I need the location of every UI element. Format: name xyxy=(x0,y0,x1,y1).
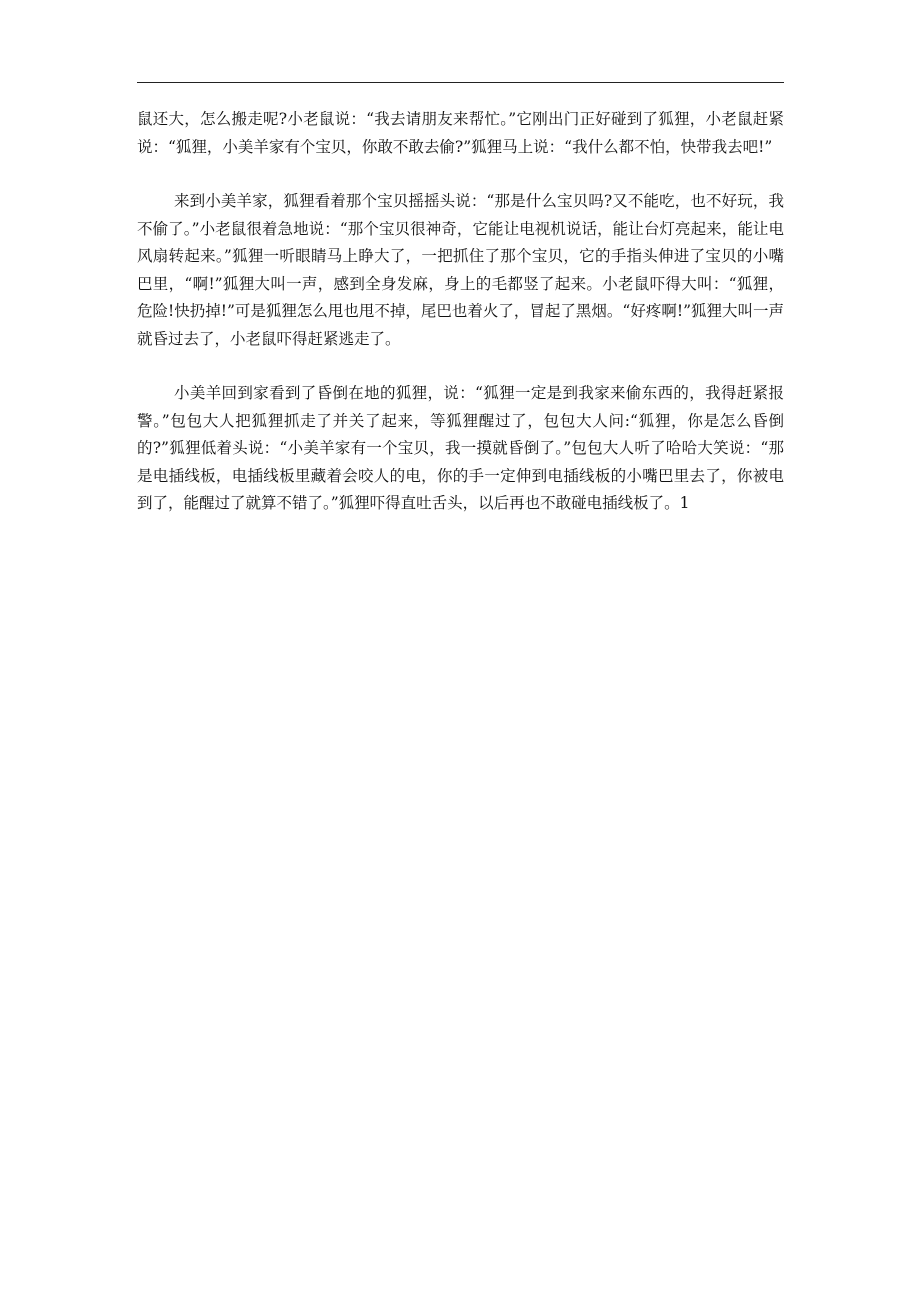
paragraph-2: 来到小美羊家，狐狸看着那个宝贝摇摇头说：“那是什么宝贝吗?又不能吃，也不好玩，我不偷了。”小老鼠很着急地说：“那个宝贝很神奇，它能让电视机说话，能让台灯亮起来，能让电风扇转起来。”狐狸一听眼睛马上睁大了，一把抓住了那个宝贝，它的手指头伸进了宝贝的小嘴巴里，“啊!”狐狸大叫一声，感到全身发麻，身上的毛都竖了起来。小老鼠吓得大叫：“狐狸，危险!快扔掉!”可是狐狸怎么甩也甩不掉，尾巴也着火了，冒起了黑烟。“好疼啊!”狐狸大叫一声就昏过去了，小老鼠吓得赶紧逃走了。 xyxy=(137,192,784,348)
paragraph-1: 鼠还大，怎么搬走呢?小老鼠说：“我去请朋友来帮忙。”它刚出门正好碰到了狐狸，小老鼠赶紧说：“狐狸，小美羊家有个宝贝，你敢不敢去偷?”狐狸马上说：“我什么都不怕，快带我去吧!” xyxy=(137,110,784,156)
paragraph-3: 小美羊回到家看到了昏倒在地的狐狸，说：“狐狸一定是到我家来偷东西的，我得赶紧报警。”包包大人把狐狸抓走了并关了起来，等狐狸醒过了，包包大人问:“狐狸，你是怎么昏倒的?”狐狸低着头说：“小美羊家有一个宝贝，我一摸就昏倒了。”包包大人听了哈哈大笑说：“那是电插线板，电插线板里藏着会咬人的电，你的手一定伸到电插线板的小嘴巴里去了，你被电到了，能醒过了就算不错了。”狐狸吓得直吐舌头，以后再也不敢碰电插线板了。1 xyxy=(137,384,784,512)
header-rule xyxy=(137,82,784,83)
document-body xyxy=(137,106,784,518)
